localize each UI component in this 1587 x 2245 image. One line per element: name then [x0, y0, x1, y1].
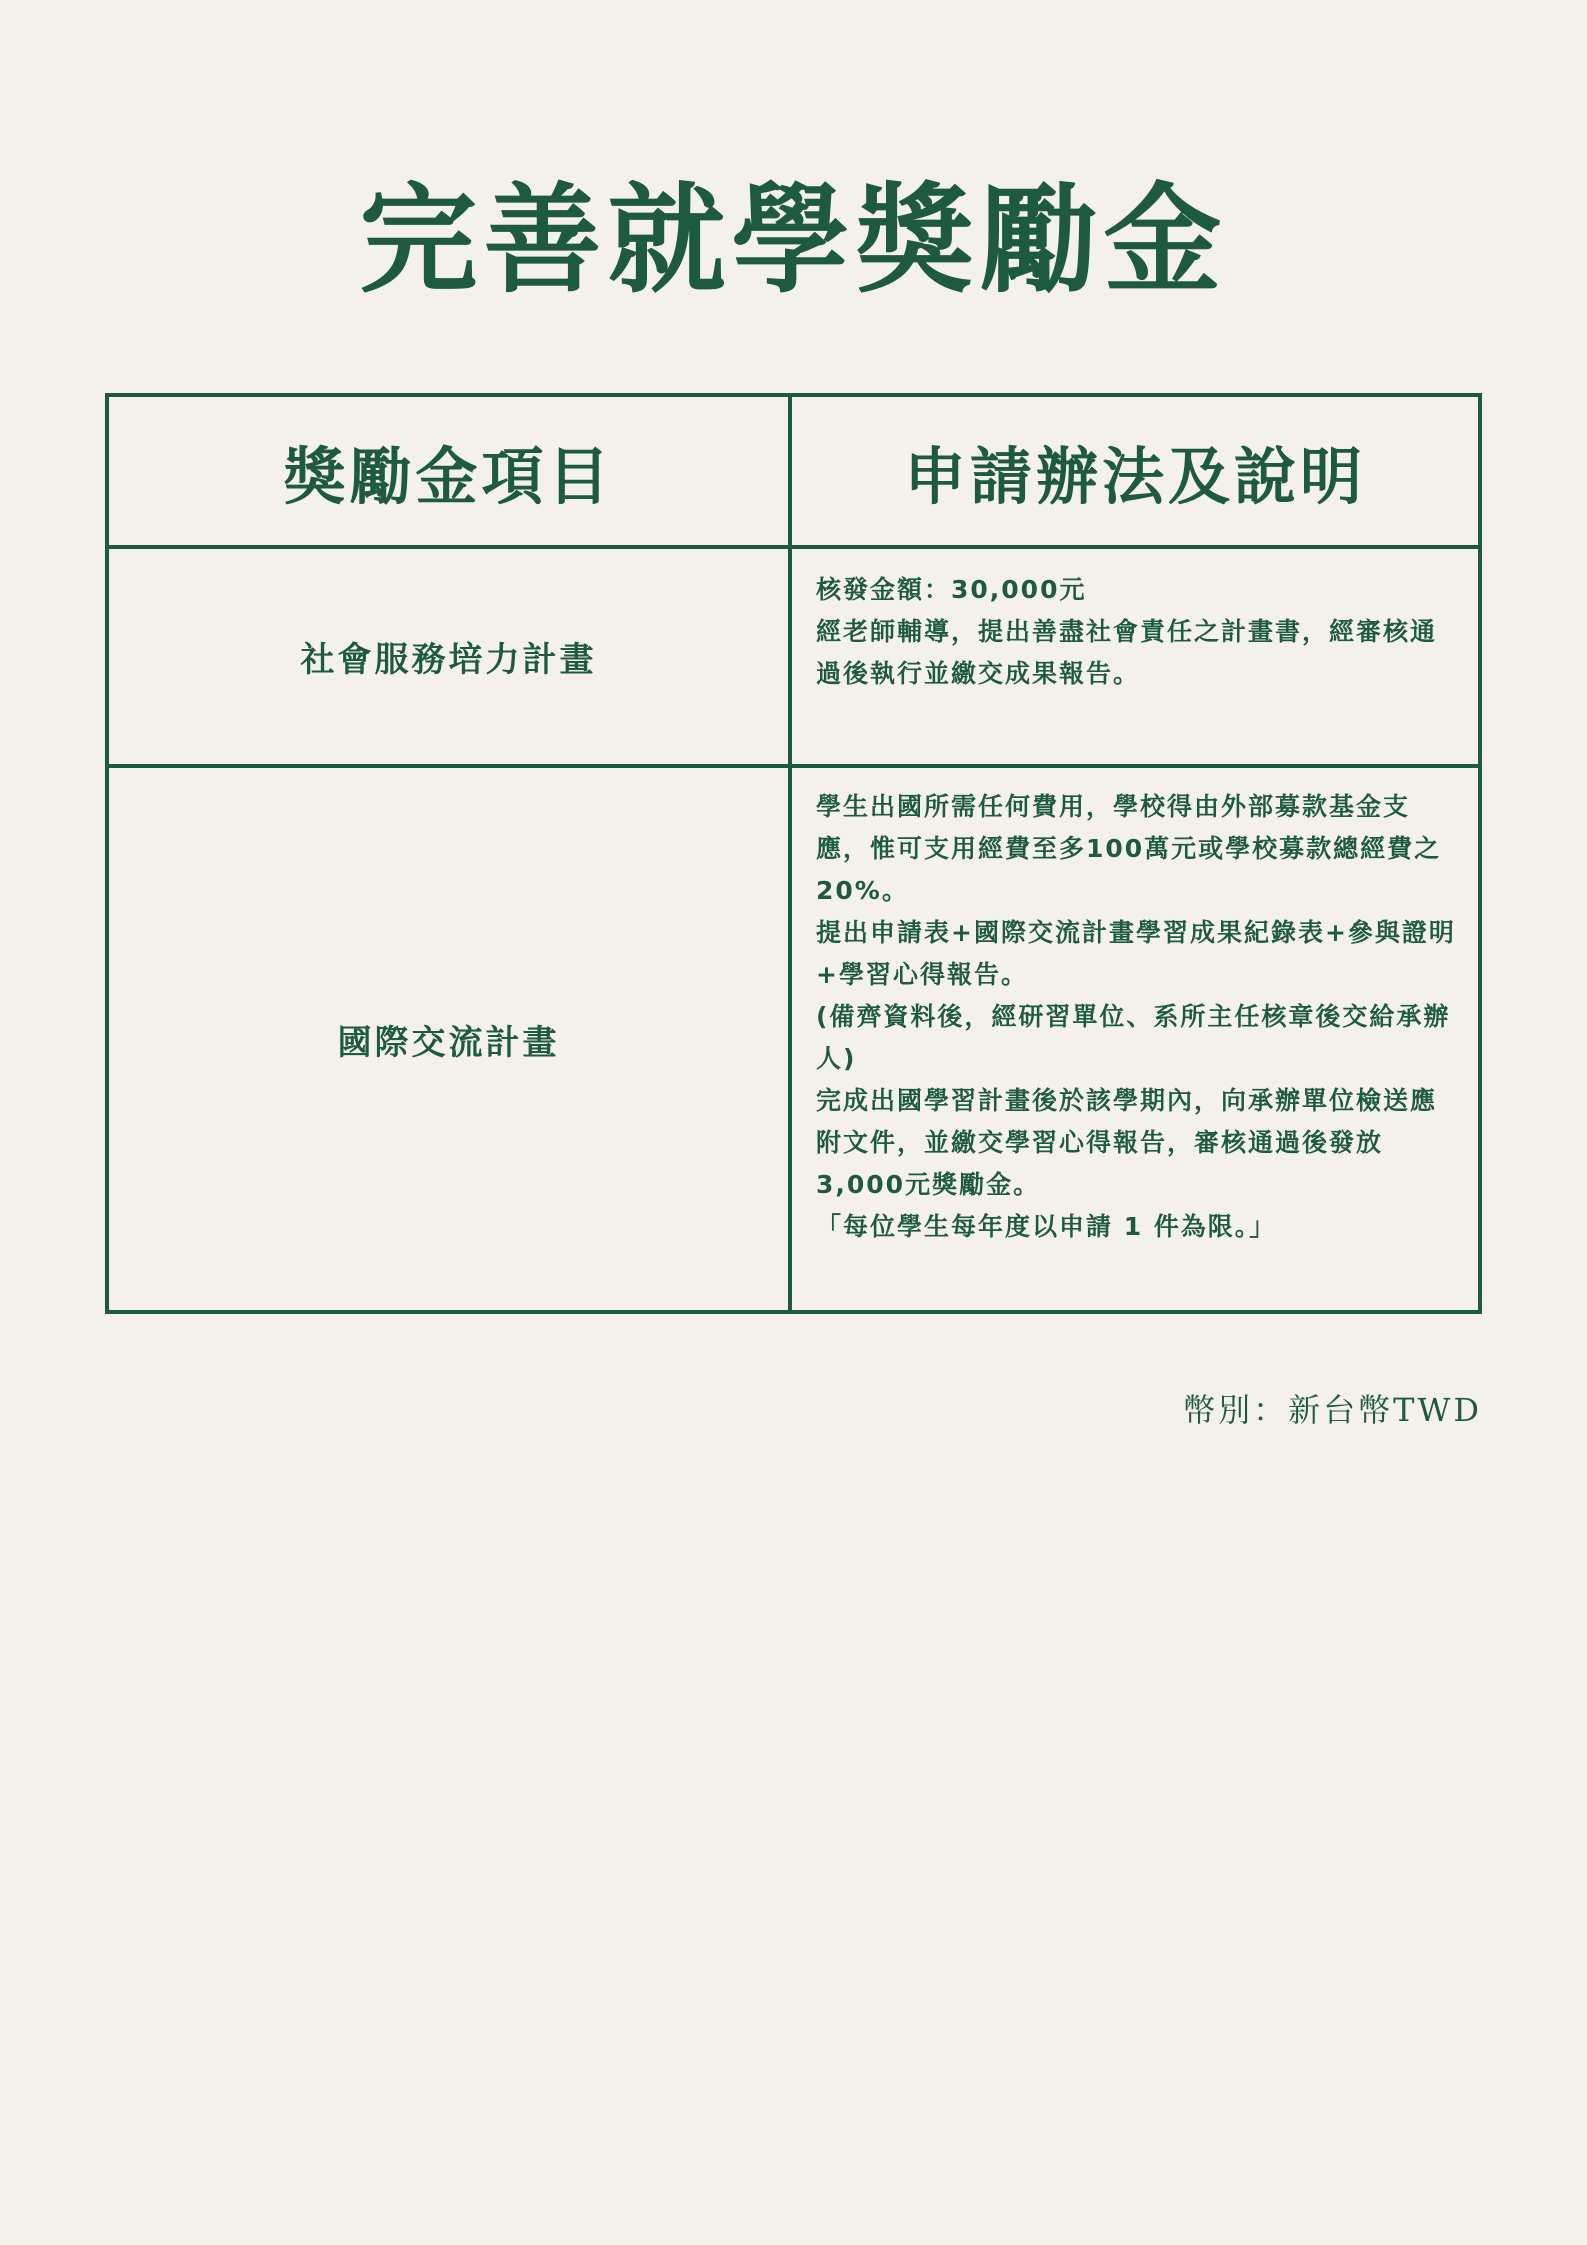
- table-header-row: [109, 397, 1478, 549]
- page-title: 完善就學獎勵金: [359, 170, 1228, 309]
- description-text: [816, 569, 1458, 695]
- description-cell: [792, 768, 1478, 1310]
- table-row: [109, 768, 1478, 1310]
- currency-note: 幣別：新台幣TWD: [1183, 1391, 1482, 1429]
- item-name: 社會服務培力計畫: [300, 640, 597, 680]
- table-row: [109, 549, 1478, 768]
- description-cell: [792, 549, 1478, 764]
- description-line: 「每位學生每年度以申請 1 件為限。」: [816, 1212, 1277, 1241]
- item-cell: [109, 549, 792, 764]
- description-line: 經老師輔導，提出善盡社會責任之計畫書，經審核通過後執行並繳交成果報告。: [816, 617, 1438, 688]
- description-line: 完成出國學習計畫後於該學期內，向承辦單位檢送應附文件，並繳交學習心得報告，審核通過後發放3,000元獎勵金。: [816, 1086, 1438, 1199]
- item-name: 國際交流計畫: [337, 1022, 560, 1063]
- description-line: (備齊資料後，經研習單位、系所主任核章後交給承辦人): [816, 1002, 1451, 1073]
- description-line: 提出申請表+國際交流計畫學習成果紀錄表+參與證明+學習心得報告。: [816, 918, 1456, 989]
- description-line: 學生出國所需任何費用，學校得由外部募款基金支應，惟可支用經費至多100萬元或學校募款總經費之20%。: [816, 792, 1442, 905]
- header-cell-item: [109, 397, 792, 545]
- description-line: 核發金額：30,000元: [816, 575, 1087, 604]
- description-text: [816, 786, 1458, 1248]
- award-table: [105, 393, 1482, 1314]
- header-item-label: 獎勵金項目: [283, 439, 614, 513]
- header-cell-description: [792, 397, 1478, 545]
- header-description-label: 申請辦法及說明: [903, 439, 1366, 513]
- item-cell: [109, 768, 792, 1310]
